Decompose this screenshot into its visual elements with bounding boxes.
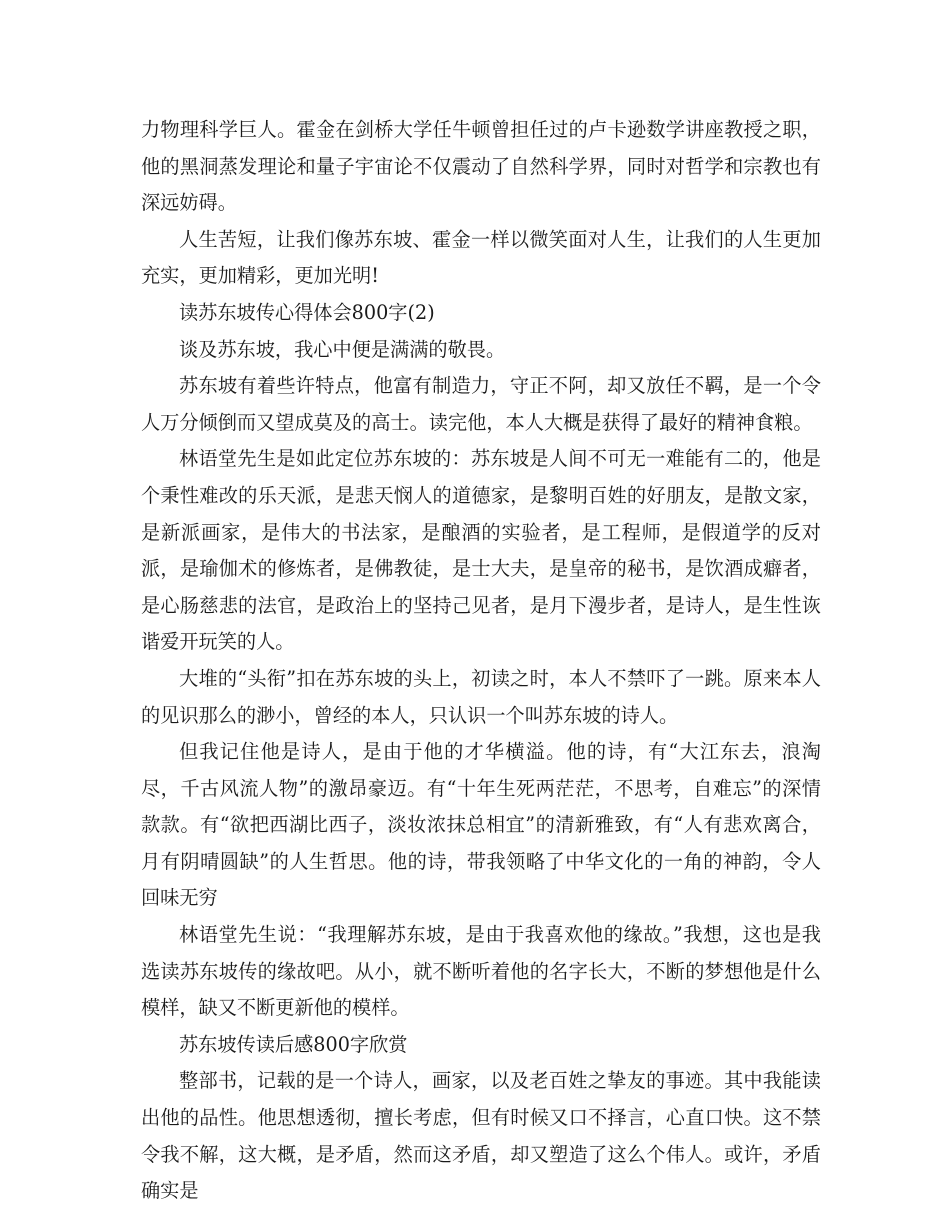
paragraph: 整部书，记载的是一个诗人，画家，以及老百姓之挚友的事迹。其中我能读出他的品性。他思想透彻，擅长考虑，但有时候又口不择言，心直口快。这不禁令我不解，这大概，是矛盾，然而这矛盾，却又塑造了这么个伟人。或许，矛盾确实是 (141, 1069, 821, 1203)
paragraph: 林语堂先生是如此定位苏东坡的：苏东坡是人间不可无一难能有二的，他是个秉性难改的乐天派，是悲天悯人的道德家，是黎明百姓的好朋友，是散文家，是新派画家，是伟大的书法家，是酿酒的实验者，是工程师，是假道学的反对派，是瑜伽术的修炼者，是佛教徒，是士大夫，是皇帝的秘书，是饮酒成癖者，是心肠慈悲的法官，是政治上的坚持己见者，是月下漫步者，是诗人，是生性诙谐爱开玩笑的人。 (141, 447, 821, 654)
paragraph: 但我记住他是诗人，是由于他的才华横溢。他的诗，有“大江东去，浪淘尽，千古风流人物”的激昂豪迈。有“十年生死两茫茫，不思考，自难忘”的深情款款。有“欲把西湖比西子，淡妆浓抹总相宜”的清新雅致，有“人有悲欢离合，月有阴晴圆缺”的人生哲思。他的诗，带我领略了中华文化的一角的神韵，令人回味无穷 (141, 740, 821, 910)
document-body (141, 112, 821, 1210)
paragraph: 力物理科学巨人。霍金在剑桥大学任牛顿曾担任过的卢卡逊数学讲座教授之职，他的黑洞蒸发理论和量子宇宙论不仅震动了自然科学界，同时对哲学和宗教也有深远妨碍。 (141, 118, 821, 215)
section-heading: 读苏东坡传心得体会800字(2) (179, 300, 435, 324)
paragraph: 人生苦短，让我们像苏东坡、霍金一样以微笑面对人生，让我们的人生更加充实，更加精彩，更加光明! (141, 227, 821, 288)
paragraph: 谈及苏东坡，我心中便是满满的敬畏。 (179, 337, 506, 361)
paragraph: 大堆的“头衔”扣在苏东坡的头上，初读之时，本人不禁吓了一跳。原来本人的见识那么的渺小，曾经的本人，只认识一个叫苏东坡的诗人。 (141, 666, 821, 727)
paragraph: 苏东坡有着些许特点，他富有制造力，守正不阿，却又放任不羁，是一个令人万分倾倒而又望成莫及的高士。读完他，本人大概是获得了最好的精神食粮。 (141, 374, 821, 434)
paragraph: 林语堂先生说：“我理解苏东坡，是由于我喜欢他的缘故。”我想，这也是我选读苏东坡传的缘故吧。从小，就不断听着他的名字长大，不断的梦想他是什么模样，缺又不断更新他的模样。 (141, 923, 821, 1020)
section-heading: 苏东坡传读后感800字欣赏 (179, 1032, 408, 1056)
